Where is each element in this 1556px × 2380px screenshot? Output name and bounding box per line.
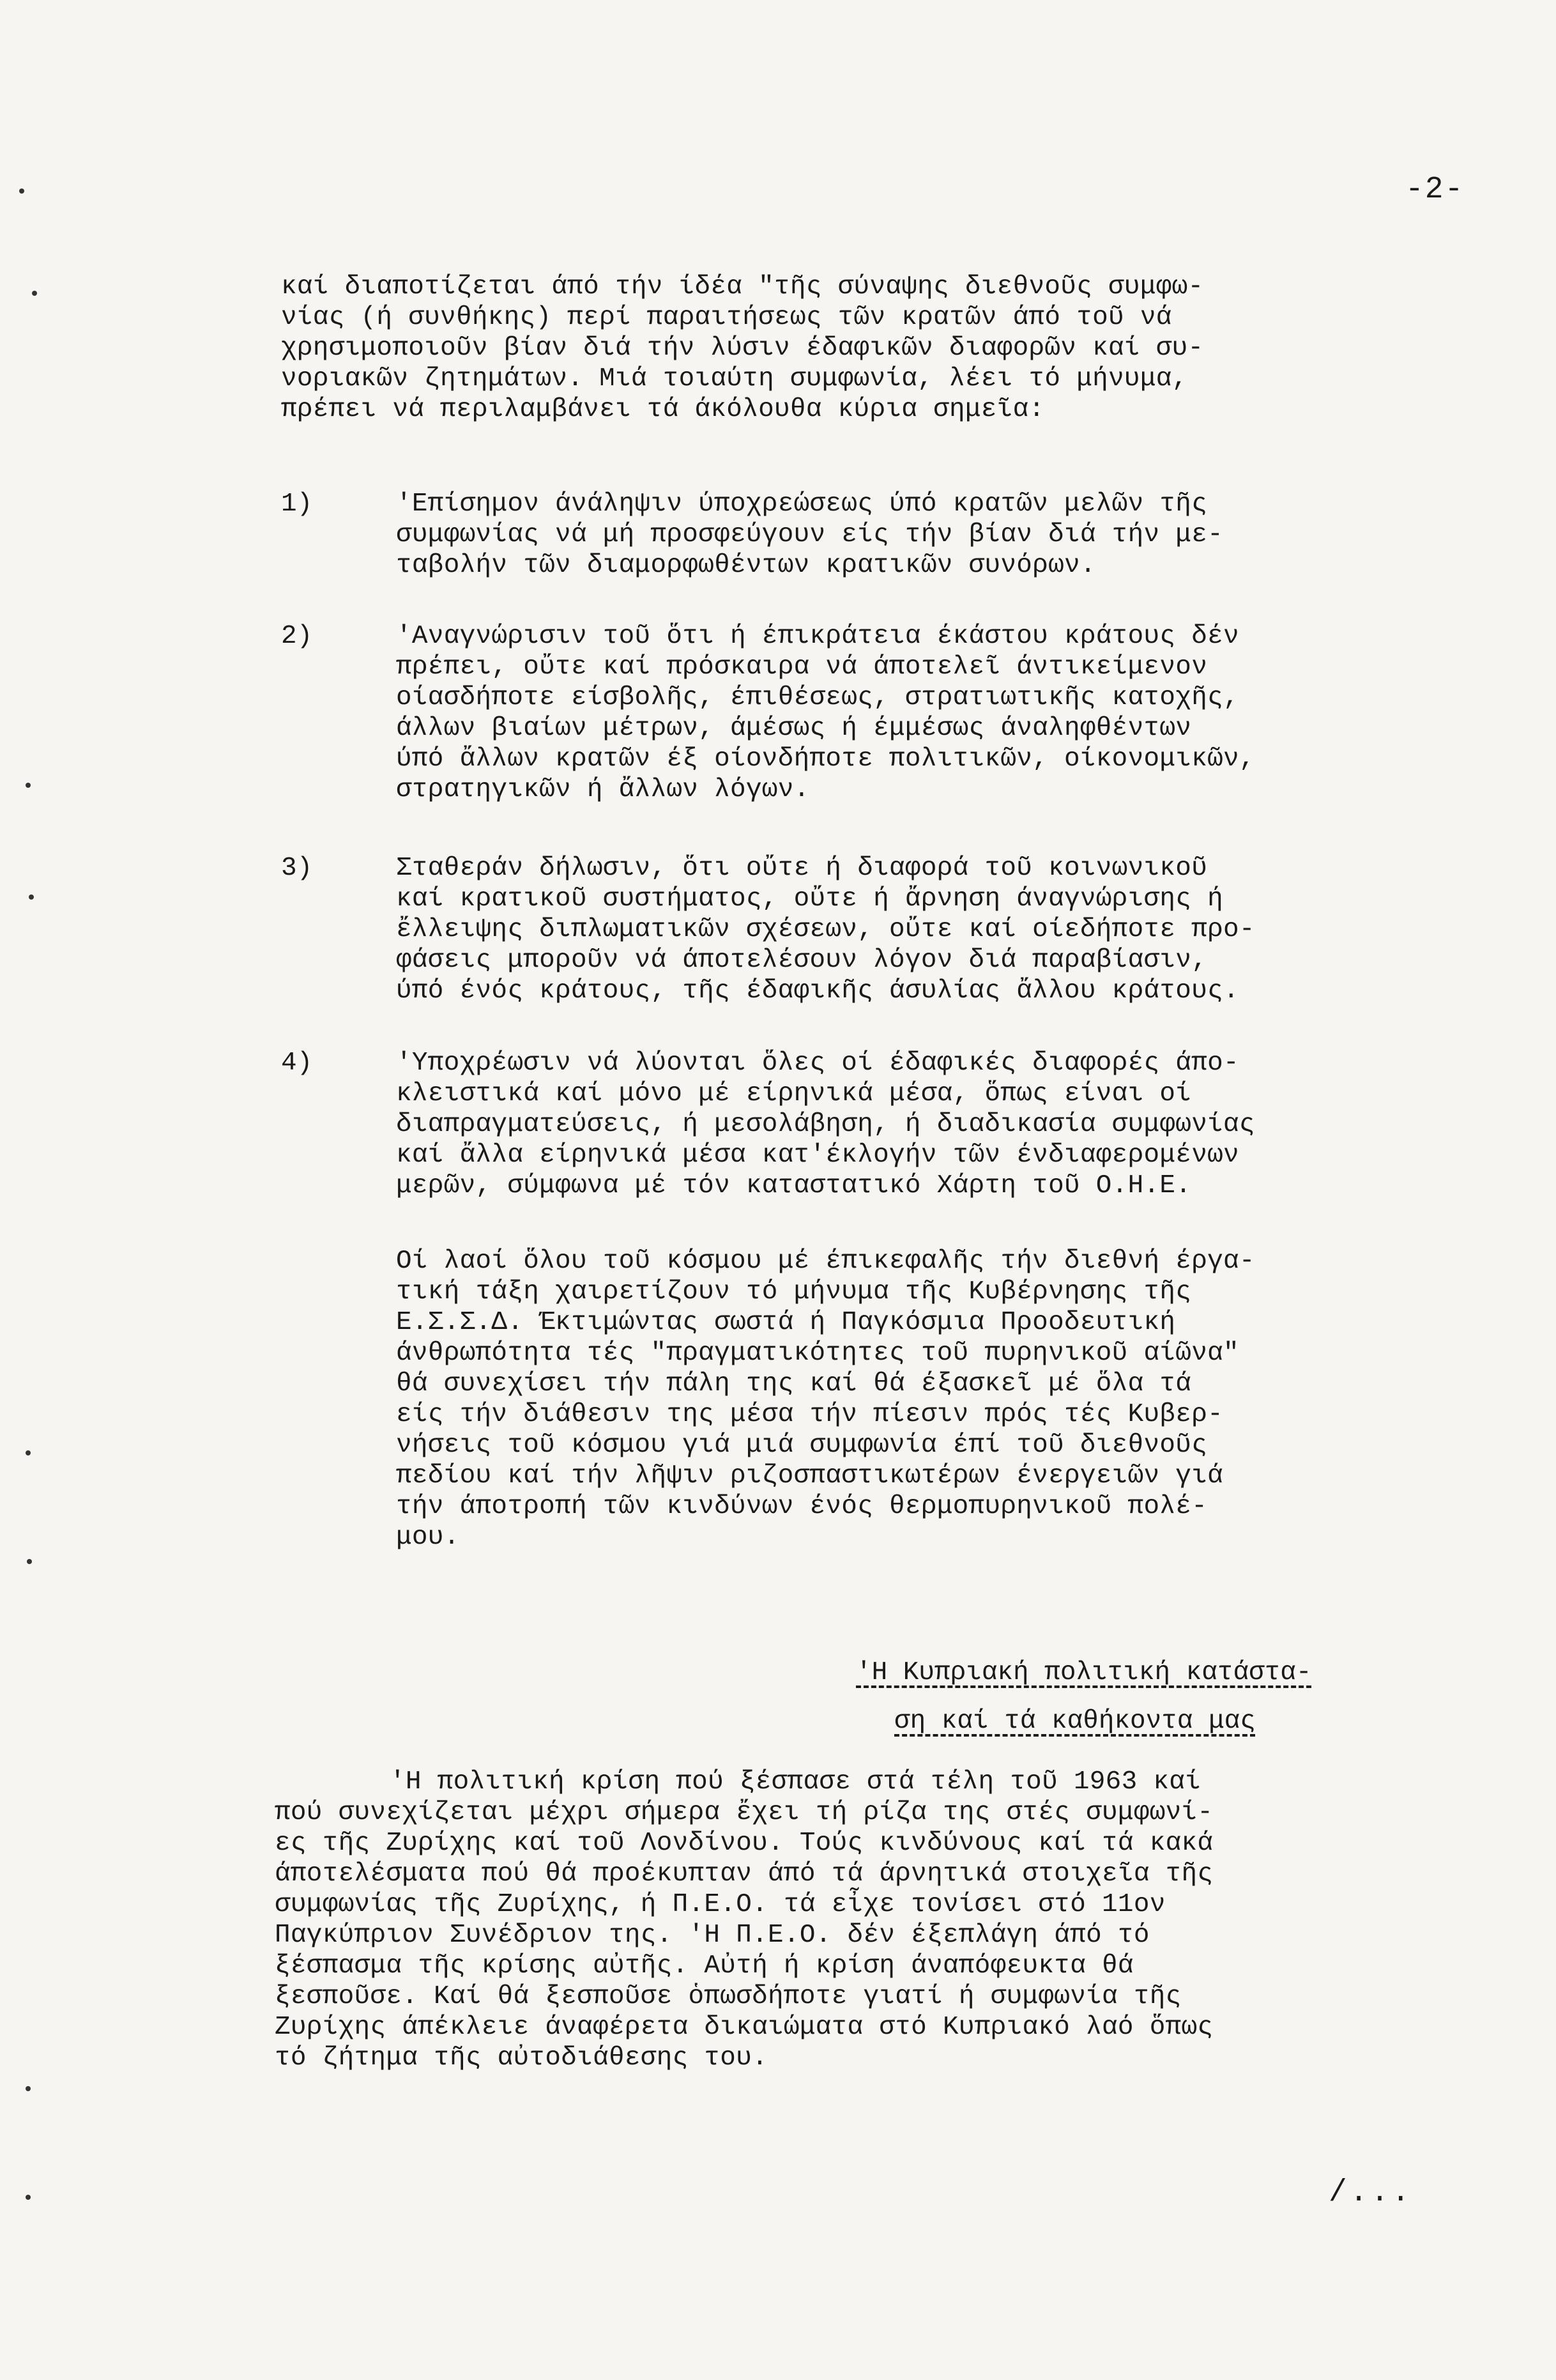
scan-speck bbox=[26, 1450, 31, 1455]
text-line: Ζυρίχης άπέκλειε άναφέρετα δικαιώματα στό Κυπριακό λαό ὅπως bbox=[275, 2013, 1214, 2042]
text-line: πού συνεχίζεται μέχρι σήμερα ἔχει τή ρίζα της στές συμφωνί- bbox=[275, 1798, 1214, 1827]
text-line: Σταθεράν δήλωσιν, ὅτι οὔτε ή διαφορά τοῦ κοινωνικοῦ bbox=[396, 854, 1208, 883]
scan-speck bbox=[26, 2086, 31, 2091]
text-line: Οί λαοί ὅλου τοῦ κόσμου μέ έπικεφαλῆς τήν διεθνή έργα- bbox=[396, 1247, 1255, 1276]
list-item-text bbox=[396, 489, 1223, 581]
text-line: μερῶν, σύμφωνα μέ τόν καταστατικό Χάρτη τοῦ Ο.Η.Ε. bbox=[396, 1171, 1192, 1201]
text-line: νίας (ή συνθήκης) περί παραιτήσεως τῶν κρατῶν άπό τοῦ νά bbox=[281, 303, 1172, 332]
list-number: 3) bbox=[281, 854, 313, 883]
heading-line: ση καί τά καθήκοντα μας bbox=[894, 1707, 1256, 1736]
text-line: άποτελέσματα πού θά προέκυπταν άπό τά άρνητικά στοιχεῖα τῆς bbox=[275, 1859, 1214, 1889]
text-line: 'Επίσημον άνάληψιν ύποχρεώσεως ύπό κρατῶν μελῶν τῆς bbox=[396, 489, 1208, 519]
text-line: συμφωνίας τῆς Ζυρίχης, ή Π.Ε.Ο. τά εἶχε τονίσει στό 11ον bbox=[275, 1890, 1166, 1919]
text-line: ταβολήν τῶν διαμορφωθέντων κρατικῶν συνόρων. bbox=[396, 551, 1096, 580]
text-line: ξεσποῦσε. Καί θά ξεσποῦσε ὁπωσδήποτε γιατί ή συμφωνία τῆς bbox=[275, 1982, 1182, 2011]
text-line: ύπό ένός κράτους, τῆς έδαφικῆς άσυλίας ἄλλου κράτους. bbox=[396, 976, 1239, 1006]
scan-speck bbox=[26, 2195, 31, 2200]
continuation-mark: /... bbox=[1329, 2176, 1413, 2210]
text-line: τήν άποτροπή τῶν κινδύνων ένός θερμοπυρηνικοῦ πολέ- bbox=[396, 1492, 1208, 1521]
list-number: 2) bbox=[281, 622, 313, 651]
text-line: κλειστικά καί μόνο μέ είρηνικά μέσα, ὅπως είναι οί bbox=[396, 1079, 1192, 1109]
text-line: ξέσπασμα τῆς κρίσης αὐτῆς. Αὐτή ή κρίση άναπόφευκτα θά bbox=[275, 1951, 1134, 1981]
text-line: τό ζήτημα τῆς αὐτοδιάθεσης του. bbox=[275, 2043, 768, 2073]
text-line: Παγκύπριον Συνέδριον της. 'Η Π.Ε.Ο. δέν έξεπλάγη άπό τό bbox=[275, 1921, 1150, 1950]
text-line: 'Υποχρέωσιν νά λύονται ὅλες οί έδαφικές διαφορές άπο- bbox=[396, 1048, 1239, 1078]
text-line: στρατηγικῶν ή ἄλλων λόγων. bbox=[396, 775, 810, 804]
list-number: 1) bbox=[281, 489, 313, 519]
text-line: χρησιμοποιοῦν βίαν διά τήν λύσιν έδαφικῶν διαφορῶν καί συ- bbox=[281, 334, 1204, 363]
text-line: 'Αναγνώρισιν τοῦ ὅτι ή έπικράτεια έκάστου κράτους δέν bbox=[396, 622, 1239, 651]
text-line: πρέπει νά περιλαμβάνει τά άκόλουθα κύρια σημεῖα: bbox=[281, 395, 1045, 424]
text-line: άνθρωπότητα τές "πραγματικότητες τοῦ πυρηνικοῦ αίῶνα" bbox=[396, 1339, 1239, 1368]
text-line: άλλων βιαίων μέτρων, άμέσως ή έμμέσως άναληφθέντων bbox=[396, 714, 1192, 743]
text-line: ύπό ἄλλων κρατῶν έξ οίονδήποτε πολιτικῶν, οίκονομικῶν, bbox=[396, 744, 1255, 774]
intro-paragraph bbox=[281, 272, 1203, 425]
text-line: μου. bbox=[396, 1523, 460, 1552]
cyprus-paragraph bbox=[275, 1767, 1213, 2073]
heading-line: 'Η Κυπριακή πολιτική κατάστα- bbox=[856, 1658, 1312, 1687]
scan-speck bbox=[29, 894, 34, 900]
peoples-paragraph bbox=[396, 1246, 1255, 1553]
text-line: νήσεις τοῦ κόσμου γιά μιά συμφωνία έπί τοῦ διεθνοῦς bbox=[396, 1431, 1208, 1460]
scan-speck bbox=[19, 188, 24, 194]
list-item-text bbox=[396, 853, 1255, 1006]
text-line: οίασδήποτε είσβολῆς, έπιθέσεως, στρατιωτικῆς κατοχῆς, bbox=[396, 683, 1239, 712]
list-item-text bbox=[396, 1048, 1255, 1201]
text-line: τική τάξη χαιρετίζουν τό μήνυμα τῆς Κυβέρνησης τῆς bbox=[396, 1277, 1192, 1307]
list-item-text bbox=[396, 621, 1255, 805]
text-line: καί διαποτίζεται άπό τήν ίδέα "τῆς σύναψης διεθνοῦς συμφω- bbox=[281, 272, 1204, 302]
text-line: καί κρατικοῦ συστήματος, οὔτε ή ἄρνηση άναγνώρισης ή bbox=[396, 884, 1224, 914]
text-line: νοριακῶν ζητημάτων. Μιά τοιαύτη συμφωνία, λέει τό μήνυμα, bbox=[281, 364, 1188, 394]
text-line: διαπραγματεύσεις, ή μεσολάβηση, ή διαδικασία συμφωνίας bbox=[396, 1110, 1255, 1139]
text-line: ἔλλειψης διπλωματικῶν σχέσεων, οὔτε καί οίεδήποτε προ- bbox=[396, 915, 1255, 944]
scan-speck bbox=[27, 1559, 32, 1564]
scan-speck bbox=[26, 783, 31, 788]
text-line: φάσεις μποροῦν νά άποτελέσουν λόγον διά παραβίασιν, bbox=[396, 946, 1208, 975]
page-number: -2- bbox=[1405, 173, 1465, 207]
text-line: ες τῆς Ζυρίχης καί τοῦ Λονδίνου. Τούς κινδύνους καί τά κακά bbox=[275, 1829, 1214, 1858]
text-line: Ε.Σ.Σ.Δ. Έκτιμώντας σωστά ή Παγκόσμια Προοδευτική bbox=[396, 1308, 1176, 1337]
text-line: θά συνεχίσει τήν πάλη της καί θά έξασκεῖ μέ ὅλα τά bbox=[396, 1369, 1192, 1399]
text-line: 'Η πολιτική κρίση πού ξέσπασε στά τέλη τοῦ 1963 καί bbox=[390, 1767, 1201, 1797]
list-number: 4) bbox=[281, 1048, 313, 1078]
text-line: πεδίου καί τήν λῆψιν ριζοσπαστικωτέρων ένεργειῶν γιά bbox=[396, 1461, 1224, 1491]
section-heading bbox=[856, 1648, 1312, 1746]
text-line: συμφωνίας νά μή προσφεύγουν είς τήν βίαν διά τήν με- bbox=[396, 520, 1224, 549]
scan-speck bbox=[32, 291, 37, 296]
text-line: είς τήν διάθεσιν της μέσα τήν πίεσιν πρός τές Κυβερ- bbox=[396, 1400, 1224, 1429]
text-line: πρέπει, οὔτε καί πρόσκαιρα νά άποτελεῖ άντικείμενον bbox=[396, 652, 1208, 682]
text-line: καί ἄλλα είρηνικά μέσα κατ'έκλογήν τῶν ένδιαφερομένων bbox=[396, 1140, 1239, 1170]
